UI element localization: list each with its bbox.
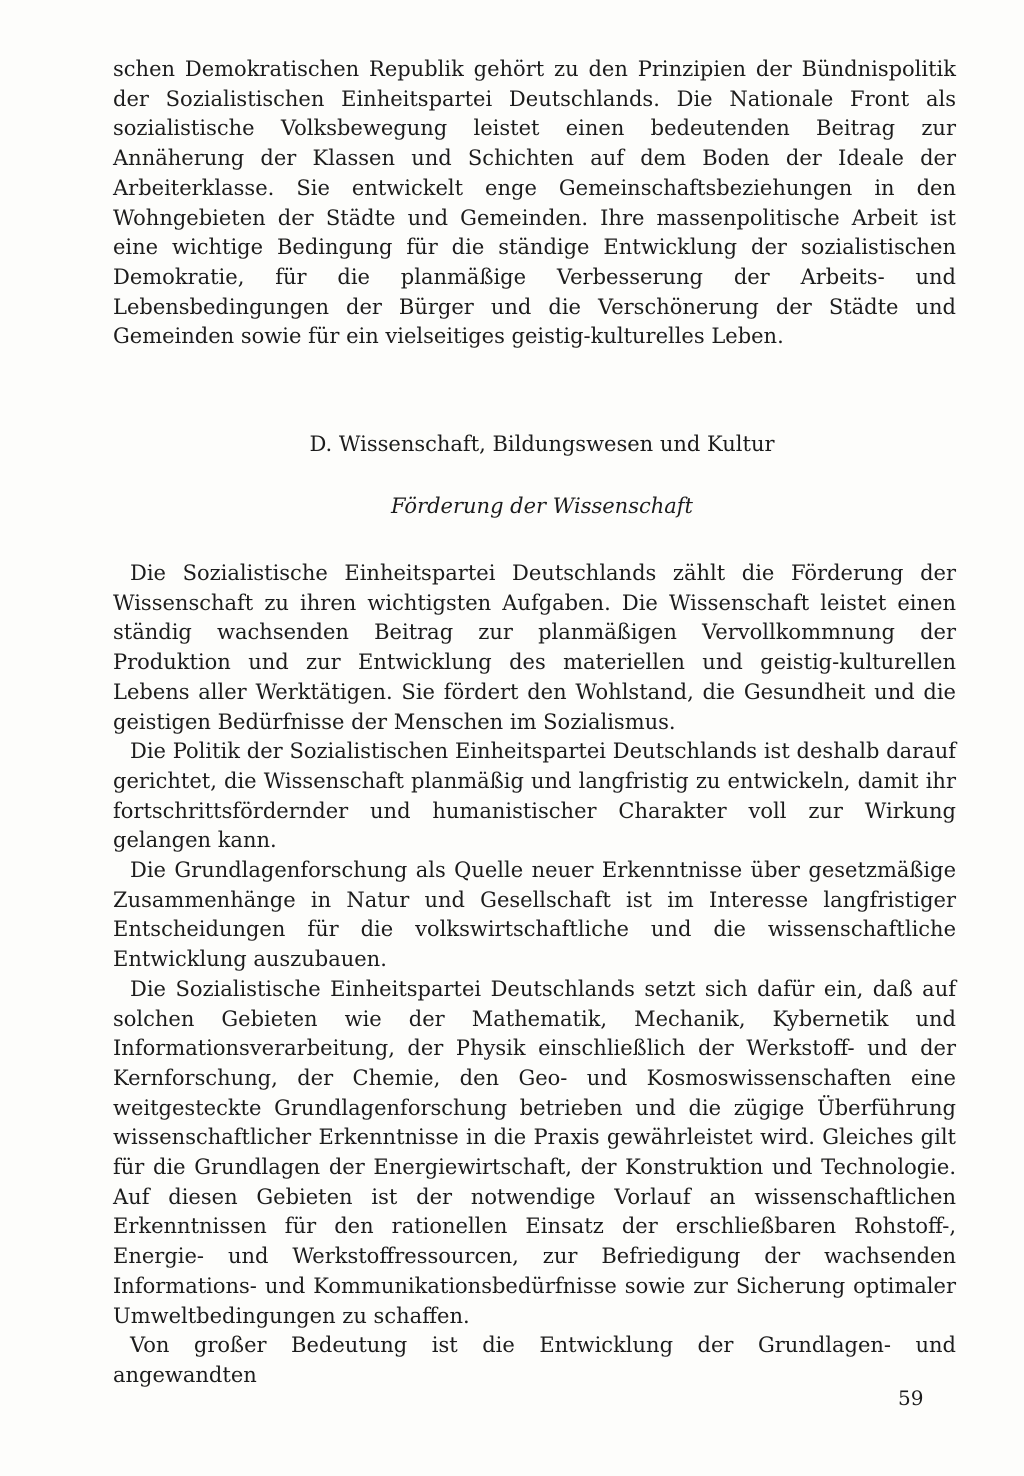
body-text-block (113, 559, 956, 1391)
intro-paragraph: schen Demokratischen Republik gehört zu den Prinzipien der Bündnispolitik der Sozialistischen Einheitspartei Deutschlands. Die Nationale Front als sozialistische Volksbewegung leistet einen bedeutenden Beitrag zur Annäherung der Klassen und Schichten auf dem Boden der Ideale der Arbeiterklasse. Sie entwickelt enge Gemeinschaftsbeziehungen in den Wohngebieten der Städte und Gemeinden. Ihre massenpolitische Arbeit ist eine wichtige Bedingung für die ständige Entwicklung der sozialistischen Demokratie, für die planmäßige Verbesserung der Arbeits- und Lebensbedingungen der Bürger und die Verschönerung der Städte und Gemeinden sowie für ein vielseitiges geistig-kulturelles Leben. (113, 57, 956, 349)
body-paragraph: Die Sozialistische Einheitspartei Deutschlands setzt sich dafür ein, daß auf solchen Gebieten wie der Mathematik, Mechanik, Kybernetik und Informationsverarbeitung, der Physik einschließlich der Werkstoff- und der Kernforschung, der Chemie, den Geo- und Kosmoswissenschaften eine weitgesteckte Grundlagenforschung betrieben und die zügige Überführung wissenschaftlicher Erkenntnisse in die Praxis gewährleistet wird. Gleiches gilt für die Grundlagen der Energiewirtschaft, der Konstruktion und Technologie. Auf diesen Gebieten ist der notwendige Vorlauf an wissenschaftlichen Erkenntnissen für den rationellen Einsatz der erschließbaren Rohstoff-, Energie- und Werkstoffressourcen, zur Befriedigung der wachsenden Informations- und Kommunikationsbedürfnisse sowie zur Sicherung optimaler Umweltbedingungen zu schaffen. (113, 976, 956, 1328)
body-paragraph: Von großer Bedeutung ist die Entwicklung der Grundlagen- und angewandten (113, 1333, 956, 1387)
page-number: 59 (898, 1386, 924, 1410)
body-paragraph: Die Politik der Sozialistischen Einheitspartei Deutschlands ist deshalb darauf gerichtet, die Wissenschaft planmäßig und langfristig zu entwickeln, damit ihr fortschrittsfördernder und humanistischer Charakter voll zur Wirkung gelangen kann. (113, 739, 956, 853)
intro-text-block (113, 55, 956, 352)
body-paragraph: Die Sozialistische Einheitspartei Deutschlands zählt die Förderung der Wissenschaft zu ihren wichtigsten Aufgaben. Die Wissenschaft leistet einen ständig wachsenden Beitrag zur planmäßigen Vervollkommnung der Produktion und zur Entwicklung des materiellen und geistig-kulturellen Lebens aller Werktätigen. Sie fördert den Wohlstand, die Gesundheit und die geistigen Bedürfnisse der Menschen im Sozialismus. (113, 561, 956, 734)
body-paragraph: Die Grundlagenforschung als Quelle neuer Erkenntnisse über gesetzmäßige Zusammenhänge in Natur und Gesellschaft ist im Interesse langfristiger Entscheidungen für die volkswirtschaftliche und die wissenschaftliche Entwicklung auszubauen. (113, 858, 956, 972)
section-heading: D. Wissenschaft, Bildungswesen und Kultur (309, 432, 775, 456)
subsection-heading: Förderung der Wissenschaft (391, 494, 693, 518)
